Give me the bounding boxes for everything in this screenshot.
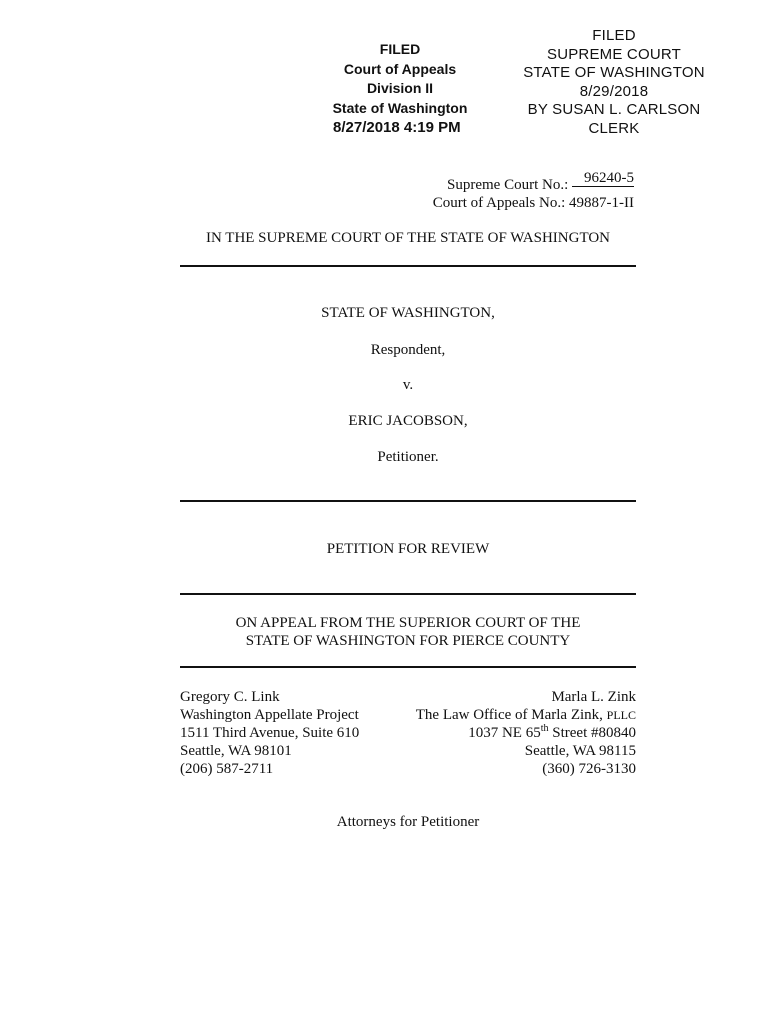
attorney-city: Seattle, WA 98101 <box>180 743 292 759</box>
defendant-name: ERIC JACOBSON, <box>348 413 468 429</box>
stamp-line: SUPREME COURT <box>546 45 681 63</box>
plaintiff-name: STATE OF WASHINGTON, <box>321 305 495 321</box>
supreme-court-case-number <box>447 170 634 195</box>
case-number-value: 96240-5 <box>572 170 634 187</box>
case-number-label: Supreme Court No.: <box>447 177 569 193</box>
stamp-line: State of Washington <box>332 99 468 116</box>
court-of-appeals-case-number <box>433 193 634 213</box>
attorney-org-suffix: PLLC <box>606 708 636 722</box>
defendant-role: Petitioner. <box>377 449 439 465</box>
appeal-line: STATE OF WASHINGTON FOR PIERCE COUNTY <box>245 633 571 649</box>
court-of-appeals-filed-stamp <box>325 40 475 138</box>
attorney-name: Marla L. Zink <box>551 689 636 705</box>
divider <box>180 265 636 267</box>
stamp-line: STATE OF WASHINGTON <box>523 64 705 82</box>
stamp-line: BY SUSAN L. CARLSON <box>527 101 701 119</box>
divider <box>180 666 636 668</box>
attorney-street: 1511 Third Avenue, Suite 610 <box>180 725 360 741</box>
attorney-street-line <box>416 724 636 742</box>
attorney-org-line <box>416 706 636 724</box>
attorneys-for-petitioner: Attorneys for Petitioner <box>336 814 480 830</box>
attorney-street-pre: 1037 NE 65 <box>468 725 541 741</box>
attorney-right-block <box>416 688 636 778</box>
case-number-label: Court of Appeals No.: <box>432 195 566 211</box>
court-title: IN THE SUPREME COURT OF THE STATE OF WASHINGTON <box>205 230 611 246</box>
attorney-street-post: Street #80840 <box>548 725 636 741</box>
attorney-city: Seattle, WA 98115 <box>524 743 636 759</box>
stamp-line: CLERK <box>588 119 640 137</box>
case-number-value: 49887-1-II <box>569 195 634 211</box>
attorney-name: Gregory C. Link <box>180 689 280 705</box>
divider <box>180 593 636 595</box>
stamp-line: FILED <box>592 27 636 44</box>
divider <box>180 500 636 502</box>
ordinal-suffix: th <box>540 723 549 734</box>
stamp-line: Division II <box>366 80 434 96</box>
stamp-line: Court of Appeals <box>343 60 457 77</box>
attorney-org: Washington Appellate Project <box>180 707 359 723</box>
stamp-datetime: 8/27/2018 4:19 PM <box>333 119 461 136</box>
attorney-org: The Law Office of Marla Zink, <box>415 707 603 723</box>
plaintiff-role: Respondent, <box>370 342 446 358</box>
attorney-left-block <box>180 688 359 778</box>
supreme-court-filed-stamp <box>516 27 712 139</box>
stamp-date: 8/29/2018 <box>579 82 649 100</box>
versus: v. <box>402 377 414 393</box>
document-title: PETITION FOR REVIEW <box>326 541 490 557</box>
stamp-line: FILED <box>379 41 421 57</box>
attorney-phone: (206) 587-2711 <box>180 761 274 777</box>
appeal-line: ON APPEAL FROM THE SUPERIOR COURT OF THE <box>235 615 581 631</box>
attorney-phone: (360) 726-3130 <box>542 761 636 777</box>
